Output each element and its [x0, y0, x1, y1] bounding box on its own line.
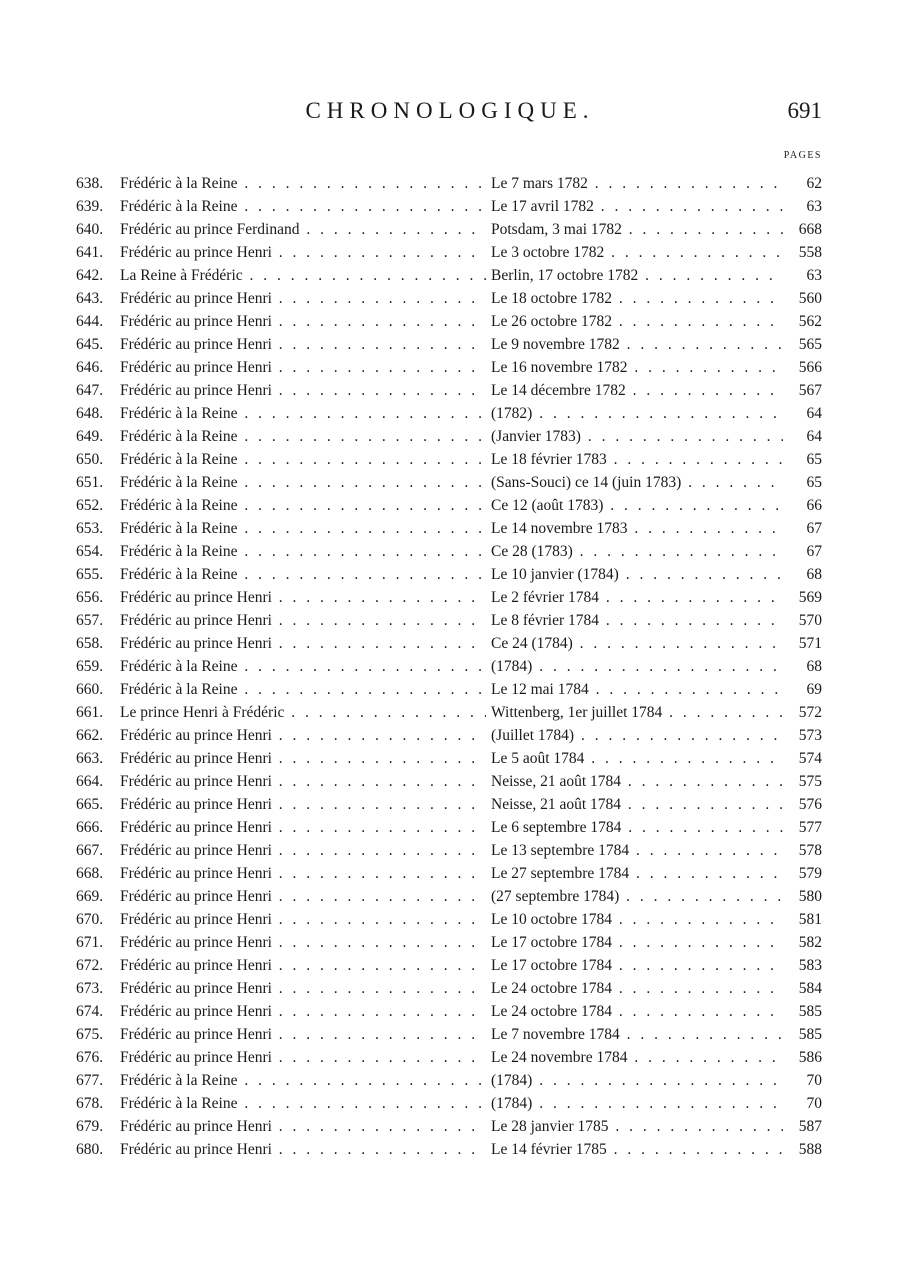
entry-page: 586	[798, 1049, 822, 1066]
entry-date: Ce 12 (août 1783) . . .	[491, 494, 783, 517]
entry-number: 671.	[76, 934, 104, 951]
entry-date: Le 10 janvier (1784) . . .	[491, 563, 783, 586]
entry-number: 679.	[76, 1118, 104, 1135]
entry-page: 570	[798, 612, 822, 629]
entry-number: 642.	[76, 267, 104, 284]
entry-page: 67	[806, 543, 822, 560]
entry-number: 643.	[76, 290, 104, 307]
entry-correspondents: Frédéric au prince Henri . . .	[120, 1046, 486, 1069]
entry-page: 562	[798, 313, 822, 330]
entry-correspondents: Frédéric au prince Henri . . .	[120, 632, 486, 655]
page-number: 691	[787, 98, 822, 123]
entry-number: 675.	[76, 1026, 104, 1043]
entry-number: 641.	[76, 244, 104, 261]
entry-date: Le 14 février 1785 . . .	[491, 1138, 783, 1161]
table-row	[0, 1115, 900, 1138]
entry-date: Le 14 décembre 1782 . . .	[491, 379, 783, 402]
entry-correspondents: Frédéric à la Reine . . .	[120, 540, 486, 563]
entry-page: 587	[798, 1118, 822, 1135]
entry-page: 64	[806, 428, 822, 445]
table-row	[0, 517, 900, 540]
table-row	[0, 356, 900, 379]
table-row	[0, 701, 900, 724]
entry-number: 658.	[76, 635, 104, 652]
entry-number: 680.	[76, 1141, 104, 1158]
entry-correspondents: Frédéric à la Reine . . .	[120, 494, 486, 517]
entry-page: 585	[798, 1026, 822, 1043]
entry-number: 666.	[76, 819, 104, 836]
entry-page: 584	[798, 980, 822, 997]
entry-correspondents: Frédéric au prince Henri . . .	[120, 931, 486, 954]
table-row	[0, 609, 900, 632]
entry-page: 579	[798, 865, 822, 882]
entry-correspondents: Frédéric à la Reine . . .	[120, 402, 486, 425]
table-row	[0, 1092, 900, 1115]
entry-page: 67	[806, 520, 822, 537]
entry-date: Neisse, 21 août 1784 . . .	[491, 793, 783, 816]
running-title: CHRONOLOGIQUE.	[305, 98, 595, 123]
table-row	[0, 448, 900, 471]
entry-number: 662.	[76, 727, 104, 744]
entry-number: 669.	[76, 888, 104, 905]
table-row	[0, 402, 900, 425]
entry-number: 661.	[76, 704, 104, 721]
table-row	[0, 954, 900, 977]
entry-date: Le 13 septembre 1784 . . .	[491, 839, 783, 862]
entry-number: 672.	[76, 957, 104, 974]
entry-date: Le 26 octobre 1782 . . .	[491, 310, 783, 333]
entry-date: (1784) . . .	[491, 1092, 783, 1115]
entry-page: 578	[798, 842, 822, 859]
entry-number: 660.	[76, 681, 104, 698]
table-row	[0, 379, 900, 402]
entry-page: 560	[798, 290, 822, 307]
table-row	[0, 931, 900, 954]
entry-date: Le 27 septembre 1784 . . .	[491, 862, 783, 885]
table-row	[0, 793, 900, 816]
entry-number: 676.	[76, 1049, 104, 1066]
entry-page: 69	[806, 681, 822, 698]
entry-number: 668.	[76, 865, 104, 882]
table-row	[0, 563, 900, 586]
table-row	[0, 747, 900, 770]
entry-number: 665.	[76, 796, 104, 813]
entry-page: 577	[798, 819, 822, 836]
entry-page: 65	[806, 474, 822, 491]
table-row	[0, 678, 900, 701]
entry-page: 68	[806, 658, 822, 675]
table-row	[0, 264, 900, 287]
entry-date: Ce 28 (1783) . . .	[491, 540, 783, 563]
entry-page: 571	[798, 635, 822, 652]
entry-date: Potsdam, 3 mai 1782 . . .	[491, 218, 783, 241]
entry-correspondents: Frédéric au prince Henri . . .	[120, 862, 486, 885]
entry-page: 66	[806, 497, 822, 514]
entry-correspondents: Frédéric au prince Henri . . .	[120, 954, 486, 977]
entry-correspondents: Frédéric au prince Henri . . .	[120, 747, 486, 770]
table-row	[0, 770, 900, 793]
entry-page: 63	[806, 198, 822, 215]
entry-correspondents: Frédéric au prince Henri . . .	[120, 908, 486, 931]
entry-page: 581	[798, 911, 822, 928]
entry-correspondents: Frédéric à la Reine . . .	[120, 471, 486, 494]
chronological-table	[0, 172, 900, 1161]
table-row	[0, 1023, 900, 1046]
entry-correspondents: Frédéric au prince Henri . . .	[120, 977, 486, 1000]
entry-page: 574	[798, 750, 822, 767]
entry-number: 654.	[76, 543, 104, 560]
table-row	[0, 632, 900, 655]
table-row	[0, 333, 900, 356]
entry-page: 566	[798, 359, 822, 376]
entry-number: 646.	[76, 359, 104, 376]
entry-correspondents: Frédéric au prince Henri . . .	[120, 1000, 486, 1023]
entry-correspondents: Frédéric au prince Henri . . .	[120, 724, 486, 747]
entry-date: Le 24 octobre 1784 . . .	[491, 977, 783, 1000]
table-row	[0, 908, 900, 931]
entry-correspondents: Frédéric au prince Henri . . .	[120, 379, 486, 402]
table-row	[0, 425, 900, 448]
entry-date: Wittenberg, 1er juillet 1784 . . .	[491, 701, 783, 724]
entry-number: 647.	[76, 382, 104, 399]
entry-date: Le 16 novembre 1782 . . .	[491, 356, 783, 379]
entry-date: Le 12 mai 1784 . . .	[491, 678, 783, 701]
table-row	[0, 494, 900, 517]
table-row	[0, 1138, 900, 1161]
table-row	[0, 287, 900, 310]
entry-page: 580	[798, 888, 822, 905]
table-row	[0, 1069, 900, 1092]
entry-page: 70	[806, 1095, 822, 1112]
entry-date: Le 7 novembre 1784 . . .	[491, 1023, 783, 1046]
entry-page: 567	[798, 382, 822, 399]
entry-correspondents: Frédéric au prince Henri . . .	[120, 816, 486, 839]
entry-date: Ce 24 (1784) . . .	[491, 632, 783, 655]
entry-correspondents: Frédéric au prince Henri . . .	[120, 333, 486, 356]
entry-correspondents: Frédéric à la Reine . . .	[120, 1069, 486, 1092]
entry-number: 651.	[76, 474, 104, 491]
entry-number: 670.	[76, 911, 104, 928]
table-row	[0, 1046, 900, 1069]
entry-date: (1782) . . .	[491, 402, 783, 425]
entry-date: Le 2 février 1784 . . .	[491, 586, 783, 609]
entry-date: Berlin, 17 octobre 1782 . . .	[491, 264, 783, 287]
entry-date: (27 septembre 1784) . . .	[491, 885, 783, 908]
entry-number: 655.	[76, 566, 104, 583]
table-row	[0, 241, 900, 264]
entry-correspondents: Frédéric au prince Henri . . .	[120, 356, 486, 379]
entry-page: 575	[798, 773, 822, 790]
table-row	[0, 471, 900, 494]
entry-number: 664.	[76, 773, 104, 790]
entry-page: 576	[798, 796, 822, 813]
entry-date: Le 17 octobre 1784 . . .	[491, 954, 783, 977]
entry-date: Le 10 octobre 1784 . . .	[491, 908, 783, 931]
entry-date: (1784) . . .	[491, 655, 783, 678]
entry-date: Neisse, 21 août 1784 . . .	[491, 770, 783, 793]
entry-number: 644.	[76, 313, 104, 330]
entry-date: Le 5 août 1784 . . .	[491, 747, 783, 770]
entry-correspondents: Frédéric à la Reine . . .	[120, 425, 486, 448]
entry-correspondents: Frédéric au prince Henri . . .	[120, 793, 486, 816]
entry-page: 565	[798, 336, 822, 353]
entry-date: Le 3 octobre 1782 . . .	[491, 241, 783, 264]
entry-correspondents: Frédéric à la Reine . . .	[120, 448, 486, 471]
pages-column-label: PAGES	[783, 150, 822, 161]
entry-date: (Janvier 1783) . . .	[491, 425, 783, 448]
entry-number: 659.	[76, 658, 104, 675]
table-row	[0, 1000, 900, 1023]
entry-correspondents: Frédéric au prince Henri . . .	[120, 241, 486, 264]
entry-date: Le 18 février 1783 . . .	[491, 448, 783, 471]
table-row	[0, 839, 900, 862]
entry-correspondents: Frédéric au prince Henri . . .	[120, 609, 486, 632]
entry-correspondents: Frédéric à la Reine . . .	[120, 195, 486, 218]
entry-correspondents: Frédéric à la Reine . . .	[120, 172, 486, 195]
entry-correspondents: Frédéric à la Reine . . .	[120, 517, 486, 540]
entry-number: 649.	[76, 428, 104, 445]
entry-number: 638.	[76, 175, 104, 192]
entry-page: 583	[798, 957, 822, 974]
entry-correspondents: Frédéric à la Reine . . .	[120, 678, 486, 701]
entry-page: 573	[798, 727, 822, 744]
entry-number: 645.	[76, 336, 104, 353]
entry-page: 588	[798, 1141, 822, 1158]
table-row	[0, 218, 900, 241]
entry-page: 64	[806, 405, 822, 422]
entry-page: 572	[798, 704, 822, 721]
entry-correspondents: Frédéric au prince Henri . . .	[120, 885, 486, 908]
entry-date: Le 18 octobre 1782 . . .	[491, 287, 783, 310]
entry-correspondents: La Reine à Frédéric . . .	[120, 264, 486, 287]
entry-number: 656.	[76, 589, 104, 606]
table-row	[0, 540, 900, 563]
entry-correspondents: Frédéric à la Reine . . .	[120, 1092, 486, 1115]
entry-date: Le 24 octobre 1784 . . .	[491, 1000, 783, 1023]
entry-correspondents: Frédéric au prince Henri . . .	[120, 839, 486, 862]
table-row	[0, 862, 900, 885]
entry-page: 63	[806, 267, 822, 284]
entry-number: 648.	[76, 405, 104, 422]
entry-correspondents: Le prince Henri à Frédéric . . .	[120, 701, 486, 724]
entry-date: Le 24 novembre 1784 . . .	[491, 1046, 783, 1069]
entry-number: 640.	[76, 221, 104, 238]
entry-number: 657.	[76, 612, 104, 629]
entry-correspondents: Frédéric au prince Henri . . .	[120, 1023, 486, 1046]
entry-page: 585	[798, 1003, 822, 1020]
entry-page: 68	[806, 566, 822, 583]
entry-date: Le 7 mars 1782 . . .	[491, 172, 783, 195]
entry-number: 663.	[76, 750, 104, 767]
entry-date: Le 6 septembre 1784 . . .	[491, 816, 783, 839]
table-row	[0, 885, 900, 908]
entry-correspondents: Frédéric au prince Henri . . .	[120, 1115, 486, 1138]
entry-date: (1784) . . .	[491, 1069, 783, 1092]
entry-correspondents: Frédéric à la Reine . . .	[120, 563, 486, 586]
entry-number: 673.	[76, 980, 104, 997]
entry-date: Le 8 février 1784 . . .	[491, 609, 783, 632]
entry-number: 652.	[76, 497, 104, 514]
entry-correspondents: Frédéric au prince Ferdinand . . .	[120, 218, 486, 241]
entry-date: Le 14 novembre 1783 . . .	[491, 517, 783, 540]
entry-date: (Sans-Souci) ce 14 (juin 1783) . . .	[491, 471, 783, 494]
entry-number: 674.	[76, 1003, 104, 1020]
entry-correspondents: Frédéric au prince Henri . . .	[120, 1138, 486, 1161]
entry-number: 653.	[76, 520, 104, 537]
table-row	[0, 586, 900, 609]
entry-page: 582	[798, 934, 822, 951]
entry-correspondents: Frédéric à la Reine . . .	[120, 655, 486, 678]
entry-date: Le 17 octobre 1784 . . .	[491, 931, 783, 954]
entry-date: (Juillet 1784) . . .	[491, 724, 783, 747]
table-row	[0, 816, 900, 839]
entry-correspondents: Frédéric au prince Henri . . .	[120, 287, 486, 310]
table-row	[0, 310, 900, 333]
entry-correspondents: Frédéric au prince Henri . . .	[120, 586, 486, 609]
table-row	[0, 655, 900, 678]
entry-correspondents: Frédéric au prince Henri . . .	[120, 770, 486, 793]
entry-page: 70	[806, 1072, 822, 1089]
entry-page: 65	[806, 451, 822, 468]
entry-correspondents: Frédéric au prince Henri . . .	[120, 310, 486, 333]
entry-page: 62	[806, 175, 822, 192]
entry-number: 639.	[76, 198, 104, 215]
table-row	[0, 724, 900, 747]
entry-number: 650.	[76, 451, 104, 468]
table-row	[0, 172, 900, 195]
entry-date: Le 17 avril 1782 . . .	[491, 195, 783, 218]
entry-number: 667.	[76, 842, 104, 859]
table-row	[0, 195, 900, 218]
page-header	[0, 98, 900, 128]
entry-date: Le 28 janvier 1785 . . .	[491, 1115, 783, 1138]
entry-page: 668	[798, 221, 822, 238]
entry-page: 558	[798, 244, 822, 261]
entry-date: Le 9 novembre 1782 . . .	[491, 333, 783, 356]
table-row	[0, 977, 900, 1000]
entry-number: 677.	[76, 1072, 104, 1089]
entry-number: 678.	[76, 1095, 104, 1112]
entry-page: 569	[798, 589, 822, 606]
